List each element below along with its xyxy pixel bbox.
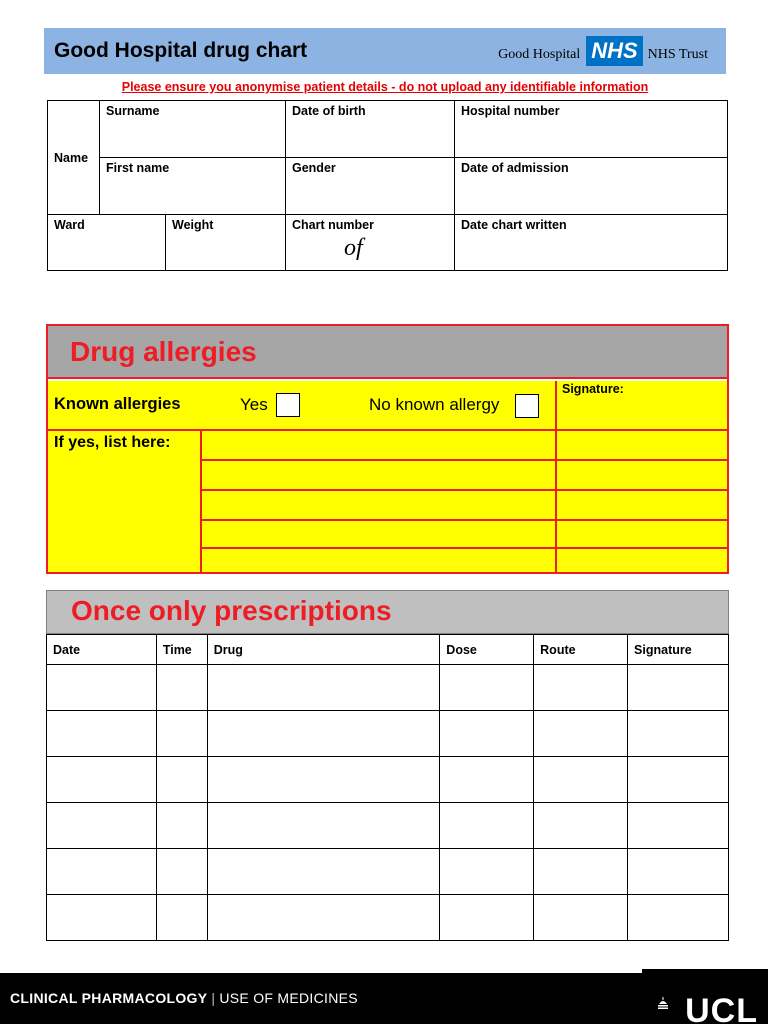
prescription-cell[interactable]	[156, 711, 207, 757]
prescription-cell[interactable]	[440, 895, 534, 941]
hospital-number-field[interactable]	[455, 101, 727, 158]
table-row	[47, 711, 729, 757]
weight-label: Weight	[172, 218, 214, 232]
prescription-cell[interactable]	[628, 711, 729, 757]
prescription-cell[interactable]	[207, 803, 440, 849]
dob-label: Date of birth	[292, 104, 366, 118]
allergy-entry-field[interactable]	[202, 549, 555, 572]
prescription-cell[interactable]	[534, 803, 628, 849]
table-header-row	[47, 635, 729, 665]
admission-date-field[interactable]	[455, 158, 727, 215]
table-row	[47, 895, 729, 941]
table-row	[47, 665, 729, 711]
prescription-cell[interactable]	[156, 895, 207, 941]
table-row	[47, 849, 729, 895]
once-only-table	[46, 634, 729, 941]
allergy-entry-field[interactable]	[202, 521, 555, 547]
prescription-cell[interactable]	[440, 849, 534, 895]
drug-allergies-section	[46, 324, 729, 574]
prescription-cell[interactable]	[440, 665, 534, 711]
prescription-cell[interactable]	[156, 803, 207, 849]
prescription-cell[interactable]	[440, 757, 534, 803]
ucl-logo: UCL	[685, 992, 758, 1024]
footer-subtitle: USE OF MEDICINES	[219, 990, 358, 1006]
prescription-cell[interactable]	[628, 665, 729, 711]
weight-field[interactable]	[166, 215, 286, 270]
prescription-cell[interactable]	[628, 757, 729, 803]
prescription-cell[interactable]	[207, 711, 440, 757]
yes-label: Yes	[240, 395, 268, 414]
chart-title: Good Hospital drug chart	[54, 39, 308, 62]
prescription-cell[interactable]	[47, 711, 157, 757]
nhs-trust-label: NHS Trust	[647, 47, 708, 62]
surname-field[interactable]	[100, 101, 286, 158]
ward-label: Ward	[54, 218, 85, 232]
first-name-field[interactable]	[100, 158, 286, 215]
hospital-branding	[498, 34, 708, 68]
once-only-title: Once only prescriptions	[71, 595, 392, 626]
first-name-label: First name	[106, 161, 170, 175]
prescription-cell[interactable]	[534, 665, 628, 711]
admission-date-label: Date of admission	[461, 161, 569, 175]
prescription-cell[interactable]	[207, 895, 440, 941]
surname-label: Surname	[106, 104, 160, 118]
prescription-cell[interactable]	[207, 849, 440, 895]
prescription-cell[interactable]	[47, 757, 157, 803]
prescription-cell[interactable]	[534, 849, 628, 895]
allergies-header	[48, 326, 727, 379]
gender-label: Gender	[292, 161, 336, 175]
nhs-logo: NHS	[586, 36, 642, 66]
no-known-allergy-label: No known allergy	[369, 395, 500, 414]
table-row	[47, 803, 729, 849]
col-route: Route	[534, 635, 628, 665]
name-label: Name	[54, 151, 89, 165]
footer-bar	[0, 973, 768, 1024]
col-signature: Signature	[628, 635, 729, 665]
prescription-cell[interactable]	[156, 665, 207, 711]
col-time: Time	[156, 635, 207, 665]
prescription-cell[interactable]	[440, 711, 534, 757]
hospital-number-label: Hospital number	[461, 104, 560, 118]
prescription-cell[interactable]	[47, 665, 157, 711]
prescription-cell[interactable]	[47, 803, 157, 849]
prescription-cell[interactable]	[47, 895, 157, 941]
allergy-col-divider	[555, 381, 557, 572]
footer-caption	[10, 990, 358, 1006]
allergy-entry-field[interactable]	[202, 431, 555, 459]
chart-number-field[interactable]	[286, 215, 455, 270]
prescription-cell[interactable]	[47, 849, 157, 895]
dob-field[interactable]	[286, 101, 455, 158]
prescription-cell[interactable]	[534, 757, 628, 803]
prescription-cell[interactable]	[156, 757, 207, 803]
allergy-entry-field[interactable]	[202, 491, 555, 519]
prescription-cell[interactable]	[628, 849, 729, 895]
patient-details-grid	[47, 100, 728, 271]
table-row	[47, 757, 729, 803]
allergy-signature-label: Signature:	[562, 382, 624, 396]
prescription-cell[interactable]	[534, 895, 628, 941]
prescription-cell[interactable]	[628, 895, 729, 941]
known-allergies-label: Known allergies	[54, 395, 181, 413]
prescription-cell[interactable]	[440, 803, 534, 849]
no-known-allergy-checkbox[interactable]	[515, 394, 539, 418]
prescription-cell[interactable]	[534, 711, 628, 757]
col-dose: Dose	[440, 635, 534, 665]
ward-field[interactable]	[48, 215, 166, 270]
date-written-field[interactable]	[455, 215, 727, 270]
gender-field[interactable]	[286, 158, 455, 215]
hospital-name: Good Hospital	[498, 47, 581, 62]
ucl-dome-icon	[658, 997, 668, 1009]
footer-tab	[642, 969, 768, 975]
yes-checkbox[interactable]	[276, 393, 300, 417]
header-bar	[44, 28, 726, 74]
anonymise-warning: Please ensure you anonymise patient details - do not upload any identifiable information	[121, 80, 649, 94]
allergy-entry-field[interactable]	[202, 461, 555, 489]
once-only-header	[46, 590, 729, 634]
col-drug: Drug	[207, 635, 440, 665]
prescription-cell[interactable]	[207, 757, 440, 803]
date-written-label: Date chart written	[461, 218, 567, 232]
allergies-title: Drug allergies	[70, 336, 257, 367]
prescription-cell[interactable]	[628, 803, 729, 849]
col-date: Date	[47, 635, 157, 665]
prescription-cell[interactable]	[156, 849, 207, 895]
prescription-cell[interactable]	[207, 665, 440, 711]
footer-separator: |	[211, 990, 216, 1006]
list-allergies-label: If yes, list here:	[54, 434, 171, 451]
chart-number-label: Chart number	[292, 218, 374, 232]
name-cell	[48, 101, 100, 215]
chart-of-text: of	[344, 235, 363, 261]
footer-department: CLINICAL PHARMACOLOGY	[10, 990, 208, 1006]
